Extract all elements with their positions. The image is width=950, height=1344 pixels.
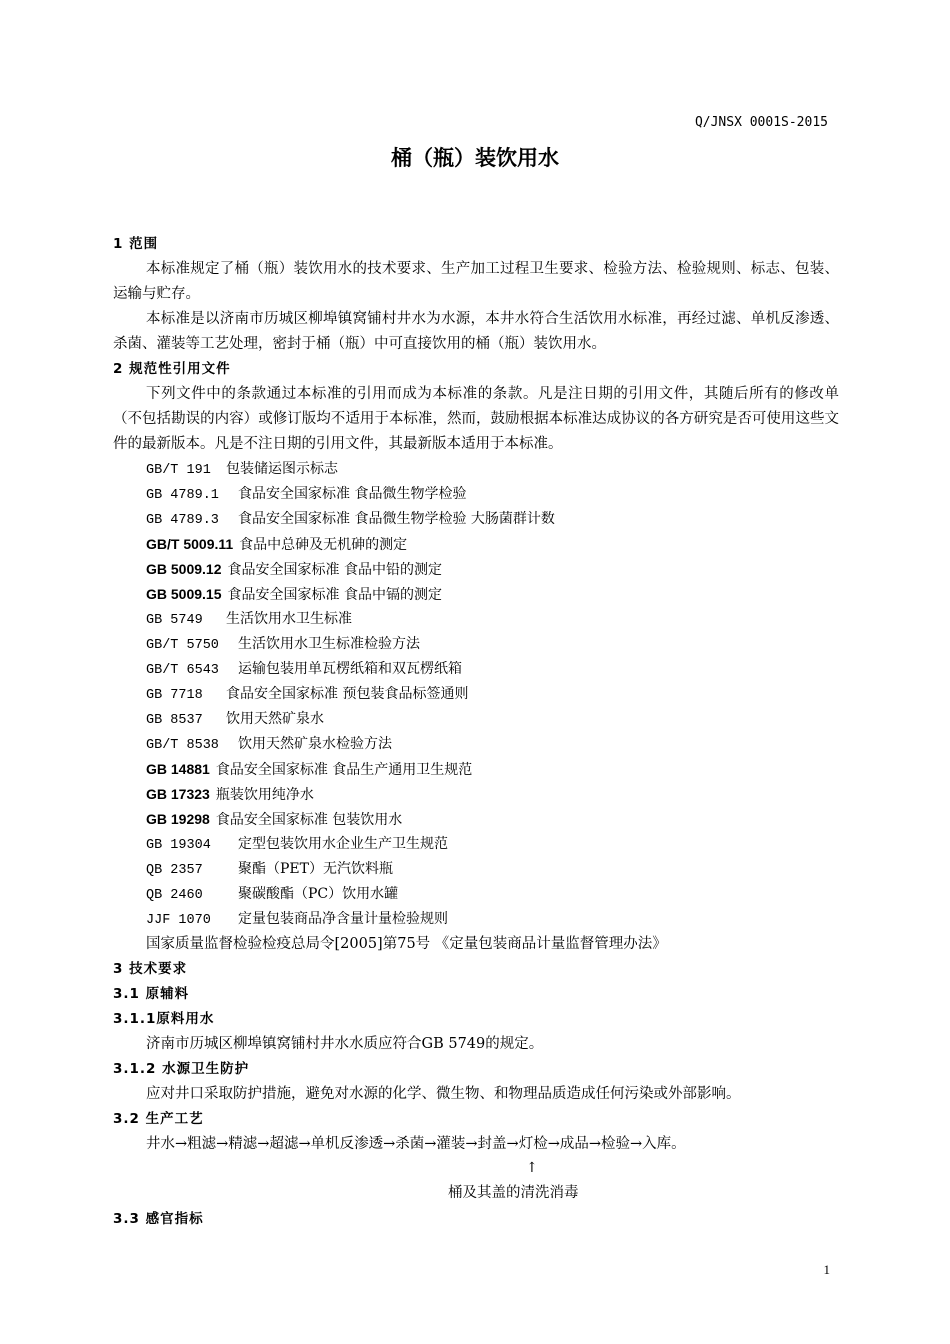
reference-item: [113, 707, 839, 732]
reference-item: [113, 882, 839, 907]
reference-code: GB 17323: [146, 786, 210, 802]
reference-item: [113, 807, 839, 832]
document-body: [113, 232, 839, 1232]
process-flow: 井水→粗滤→精滤→超滤→单机反渗透→杀菌→灌装→封盖→灯检→成品→检验→入库。: [146, 1136, 686, 1152]
reference-list: [113, 457, 839, 957]
section-3-1-1-heading: 3.1.1原料用水: [113, 1011, 215, 1027]
document-title: 桶（瓶）装饮用水: [391, 146, 559, 170]
section-1-heading: 1 范围: [113, 236, 159, 252]
reference-item: [113, 457, 839, 482]
reference-code: GB 4789.3: [146, 513, 219, 528]
reference-code: GB 5749: [146, 613, 203, 628]
reference-title: 食品安全国家标准 包装饮用水: [215, 812, 403, 828]
section-1-paragraph-2: 本标准是以济南市历城区柳埠镇窝铺村井水为水源，本井水符合生活饮用水标准，再经过滤、单机反渗透、杀菌、灌装等工艺处理，密封于桶（瓶）中可直接饮用的桶（瓶）装饮用水。: [113, 311, 839, 352]
section-3-3-heading: 3.3 感官指标: [113, 1211, 204, 1227]
standard-code: Q/JNSX 0001S-2015: [694, 115, 828, 130]
reference-code: GB 8537: [146, 713, 203, 728]
reference-item: [113, 782, 839, 807]
reference-code: QB 2460: [146, 888, 203, 903]
reference-code: JJF 1070: [146, 913, 211, 928]
reference-code: GB/T 6543: [146, 663, 219, 678]
reference-title: 包装储运图示标志: [226, 461, 338, 477]
reference-title: 定量包装商品净含量计量检验规则: [238, 911, 448, 927]
reference-title: 运输包装用单瓦楞纸箱和双瓦楞纸箱: [238, 661, 462, 677]
reference-item: [113, 557, 839, 582]
reference-item: [113, 632, 839, 657]
reference-item: [113, 857, 839, 882]
reference-item: [113, 507, 839, 532]
section-3-1-heading: 3.1 原辅料: [113, 986, 190, 1002]
reference-item: [113, 832, 839, 857]
reference-code: QB 2357: [146, 863, 203, 878]
section-2-paragraph-1: 下列文件中的条款通过本标准的引用而成为本标准的条款。凡是注日期的引用文件，其随后所有的修改单（不包括勘误的内容）或修订版均不适用于本标准，然而，鼓励根据本标准达成协议的各方研究是否可使用这些文件的最新版本。凡是不注日期的引用文件，其最新版本适用于本标准。: [113, 386, 839, 452]
section-3-1-2-text: 应对井口采取防护措施，避免对水源的化学、微生物、和物理品质造成任何污染或外部影响。: [146, 1086, 741, 1102]
reference-title: 食品中总砷及无机砷的测定: [239, 537, 408, 553]
reference-code: GB 5009.12: [146, 561, 222, 577]
reference-item: [113, 607, 839, 632]
reference-code: GB 4789.1: [146, 488, 219, 503]
reference-item: [113, 732, 839, 757]
reference-code: GB 7718: [146, 688, 203, 703]
up-arrow-icon: ↑: [526, 1160, 538, 1176]
reference-code: GB/T 191: [146, 463, 211, 478]
reference-title: 食品安全国家标准 食品微生物学检验: [238, 486, 467, 502]
reference-title: 生活饮用水卫生标准检验方法: [238, 636, 420, 652]
section-3-2-heading: 3.2 生产工艺: [113, 1111, 204, 1127]
reference-title: 食品安全国家标准 食品生产通用卫生规范: [215, 762, 473, 778]
reference-item: [113, 657, 839, 682]
reference-code: GB 19298: [146, 811, 210, 827]
reference-code: GB/T 8538: [146, 738, 219, 753]
reference-title: 定型包装饮用水企业生产卫生规范: [238, 836, 448, 852]
reference-title: 瓶装饮用纯净水: [215, 787, 314, 803]
section-1-paragraph-1: 本标准规定了桶（瓶）装饮用水的技术要求、生产加工过程卫生要求、检验方法、检验规则、标志、包装、运输与贮存。: [113, 261, 839, 302]
reference-code: GB 14881: [146, 761, 210, 777]
section-3-1-1-text: 济南市历城区柳埠镇窝铺村井水水质应符合GB 5749的规定。: [146, 1036, 544, 1052]
reference-title: 饮用天然矿泉水检验方法: [238, 736, 392, 752]
reference-code: GB 5009.15: [146, 586, 222, 602]
reference-item: [113, 532, 839, 557]
reference-title: 食品安全国家标准 食品微生物学检验 大肠菌群计数: [238, 511, 555, 527]
reference-item: [113, 582, 839, 607]
reference-code: GB 19304: [146, 838, 211, 853]
reference-title: 饮用天然矿泉水: [226, 711, 324, 727]
reference-title: 生活饮用水卫生标准: [226, 611, 352, 627]
reference-item: [113, 907, 839, 932]
reference-title: 食品安全国家标准 食品中镉的测定: [227, 587, 442, 603]
section-2-heading: 2 规范性引用文件: [113, 361, 231, 377]
reference-item: [113, 682, 839, 707]
reference-item: [113, 757, 839, 782]
reference-title: 聚酯（PET）无汽饮料瓶: [238, 861, 393, 877]
page-number: 1: [823, 1262, 830, 1277]
reference-title: 聚碳酸酯（PC）饮用水罐: [238, 886, 399, 902]
process-flow-note: 桶及其盖的清洗消毒: [448, 1185, 579, 1201]
section-3-1-2-heading: 3.1.2 水源卫生防护: [113, 1061, 250, 1077]
reference-title: 食品安全国家标准 食品中铅的测定: [227, 562, 442, 578]
reference-code: GB/T 5750: [146, 638, 219, 653]
reference-title: 食品安全国家标准 预包装食品标签通则: [226, 686, 469, 702]
reference-decree: 国家质量监督检验检疫总局令[2005]第75号 《定量包装商品计量监督管理办法》: [146, 936, 667, 952]
reference-item: [113, 482, 839, 507]
reference-code: GB/T 5009.11: [146, 536, 234, 552]
section-3-heading: 3 技术要求: [113, 961, 188, 977]
